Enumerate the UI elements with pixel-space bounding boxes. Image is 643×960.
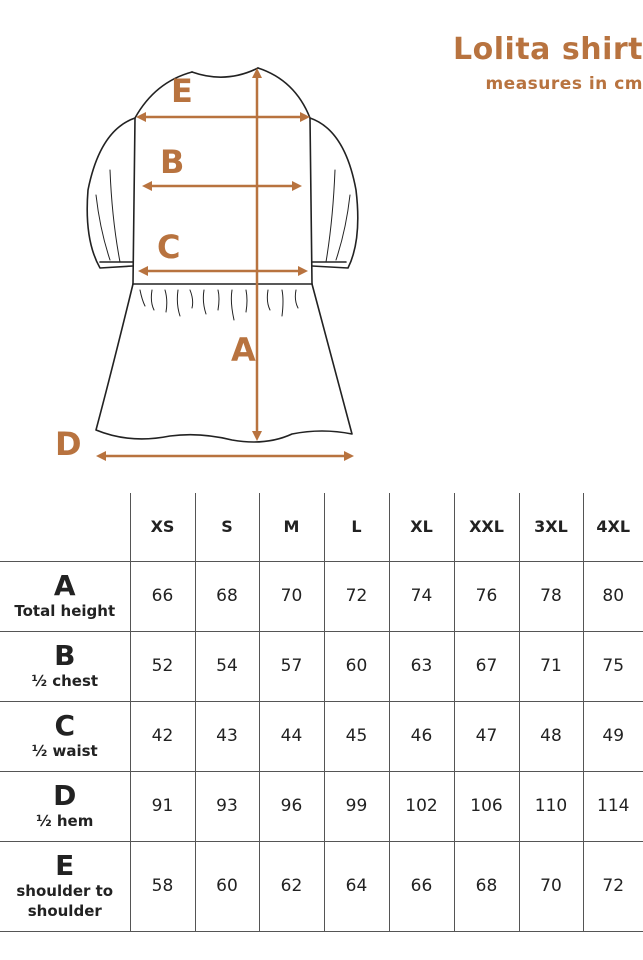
garment-outline	[87, 68, 358, 442]
table-cell: 47	[454, 701, 519, 771]
row-description: shoulder to shoulder	[16, 882, 114, 920]
measure-label-d: D	[55, 425, 82, 463]
table-cell: 91	[130, 771, 195, 841]
table-cell: 93	[195, 771, 259, 841]
size-header: S	[195, 493, 259, 561]
size-header: XL	[389, 493, 454, 561]
table-row	[0, 631, 643, 701]
table-cell: 48	[519, 701, 583, 771]
table-cell: 110	[519, 771, 583, 841]
table-header-row	[0, 493, 643, 561]
measure-label-b: B	[160, 143, 185, 181]
table-cell: 64	[324, 841, 389, 931]
table-cell: 66	[389, 841, 454, 931]
row-letter: A	[53, 569, 76, 602]
row-label	[0, 561, 130, 631]
size-header: XS	[130, 493, 195, 561]
table-corner-cell	[0, 493, 130, 561]
table-cell: 106	[454, 771, 519, 841]
table-cell: 66	[130, 561, 195, 631]
table-cell: 58	[130, 841, 195, 931]
table-cell: 96	[259, 771, 324, 841]
measure-label-e: E	[171, 72, 193, 110]
row-letter: D	[53, 779, 77, 812]
table-cell: 60	[195, 841, 259, 931]
table-cell: 80	[583, 561, 643, 631]
table-cell: 102	[389, 771, 454, 841]
page-subtitle: measures in cm	[485, 74, 643, 94]
table-cell: 74	[389, 561, 454, 631]
table-cell: 54	[195, 631, 259, 701]
table-row	[0, 771, 643, 841]
table-cell: 68	[454, 841, 519, 931]
table-cell: 67	[454, 631, 519, 701]
row-letter: B	[54, 639, 76, 672]
table-cell: 76	[454, 561, 519, 631]
table-cell: 72	[324, 561, 389, 631]
size-header: L	[324, 493, 389, 561]
table-cell: 68	[195, 561, 259, 631]
size-header: 3XL	[519, 493, 583, 561]
table-cell: 45	[324, 701, 389, 771]
row-label	[0, 701, 130, 771]
table-cell: 49	[583, 701, 643, 771]
row-label	[0, 841, 130, 931]
table-row	[0, 561, 643, 631]
size-header: 4XL	[583, 493, 643, 561]
size-table	[0, 493, 643, 932]
table-cell: 63	[389, 631, 454, 701]
table-cell: 46	[389, 701, 454, 771]
table-cell: 71	[519, 631, 583, 701]
size-header: M	[259, 493, 324, 561]
row-description: ½ hem	[36, 812, 94, 830]
page-title: Lolita shirt	[453, 32, 643, 67]
table-row	[0, 701, 643, 771]
table-cell: 70	[519, 841, 583, 931]
table-cell: 60	[324, 631, 389, 701]
row-description: Total height	[14, 602, 116, 620]
table-cell: 44	[259, 701, 324, 771]
measure-label-a: A	[231, 331, 256, 369]
table-cell: 78	[519, 561, 583, 631]
row-label	[0, 631, 130, 701]
table-row	[0, 841, 643, 931]
table-cell: 114	[583, 771, 643, 841]
table-cell: 42	[130, 701, 195, 771]
row-label	[0, 771, 130, 841]
row-description: ½ chest	[31, 672, 99, 690]
table-cell: 57	[259, 631, 324, 701]
table-cell: 52	[130, 631, 195, 701]
table-cell: 99	[324, 771, 389, 841]
row-letter: E	[55, 849, 75, 882]
table-cell: 70	[259, 561, 324, 631]
measure-label-c: C	[157, 228, 181, 266]
size-header: XXL	[454, 493, 519, 561]
row-letter: C	[54, 709, 76, 742]
table-cell: 62	[259, 841, 324, 931]
table-cell: 72	[583, 841, 643, 931]
table-cell: 75	[583, 631, 643, 701]
row-description: ½ waist	[31, 742, 98, 760]
table-cell: 43	[195, 701, 259, 771]
